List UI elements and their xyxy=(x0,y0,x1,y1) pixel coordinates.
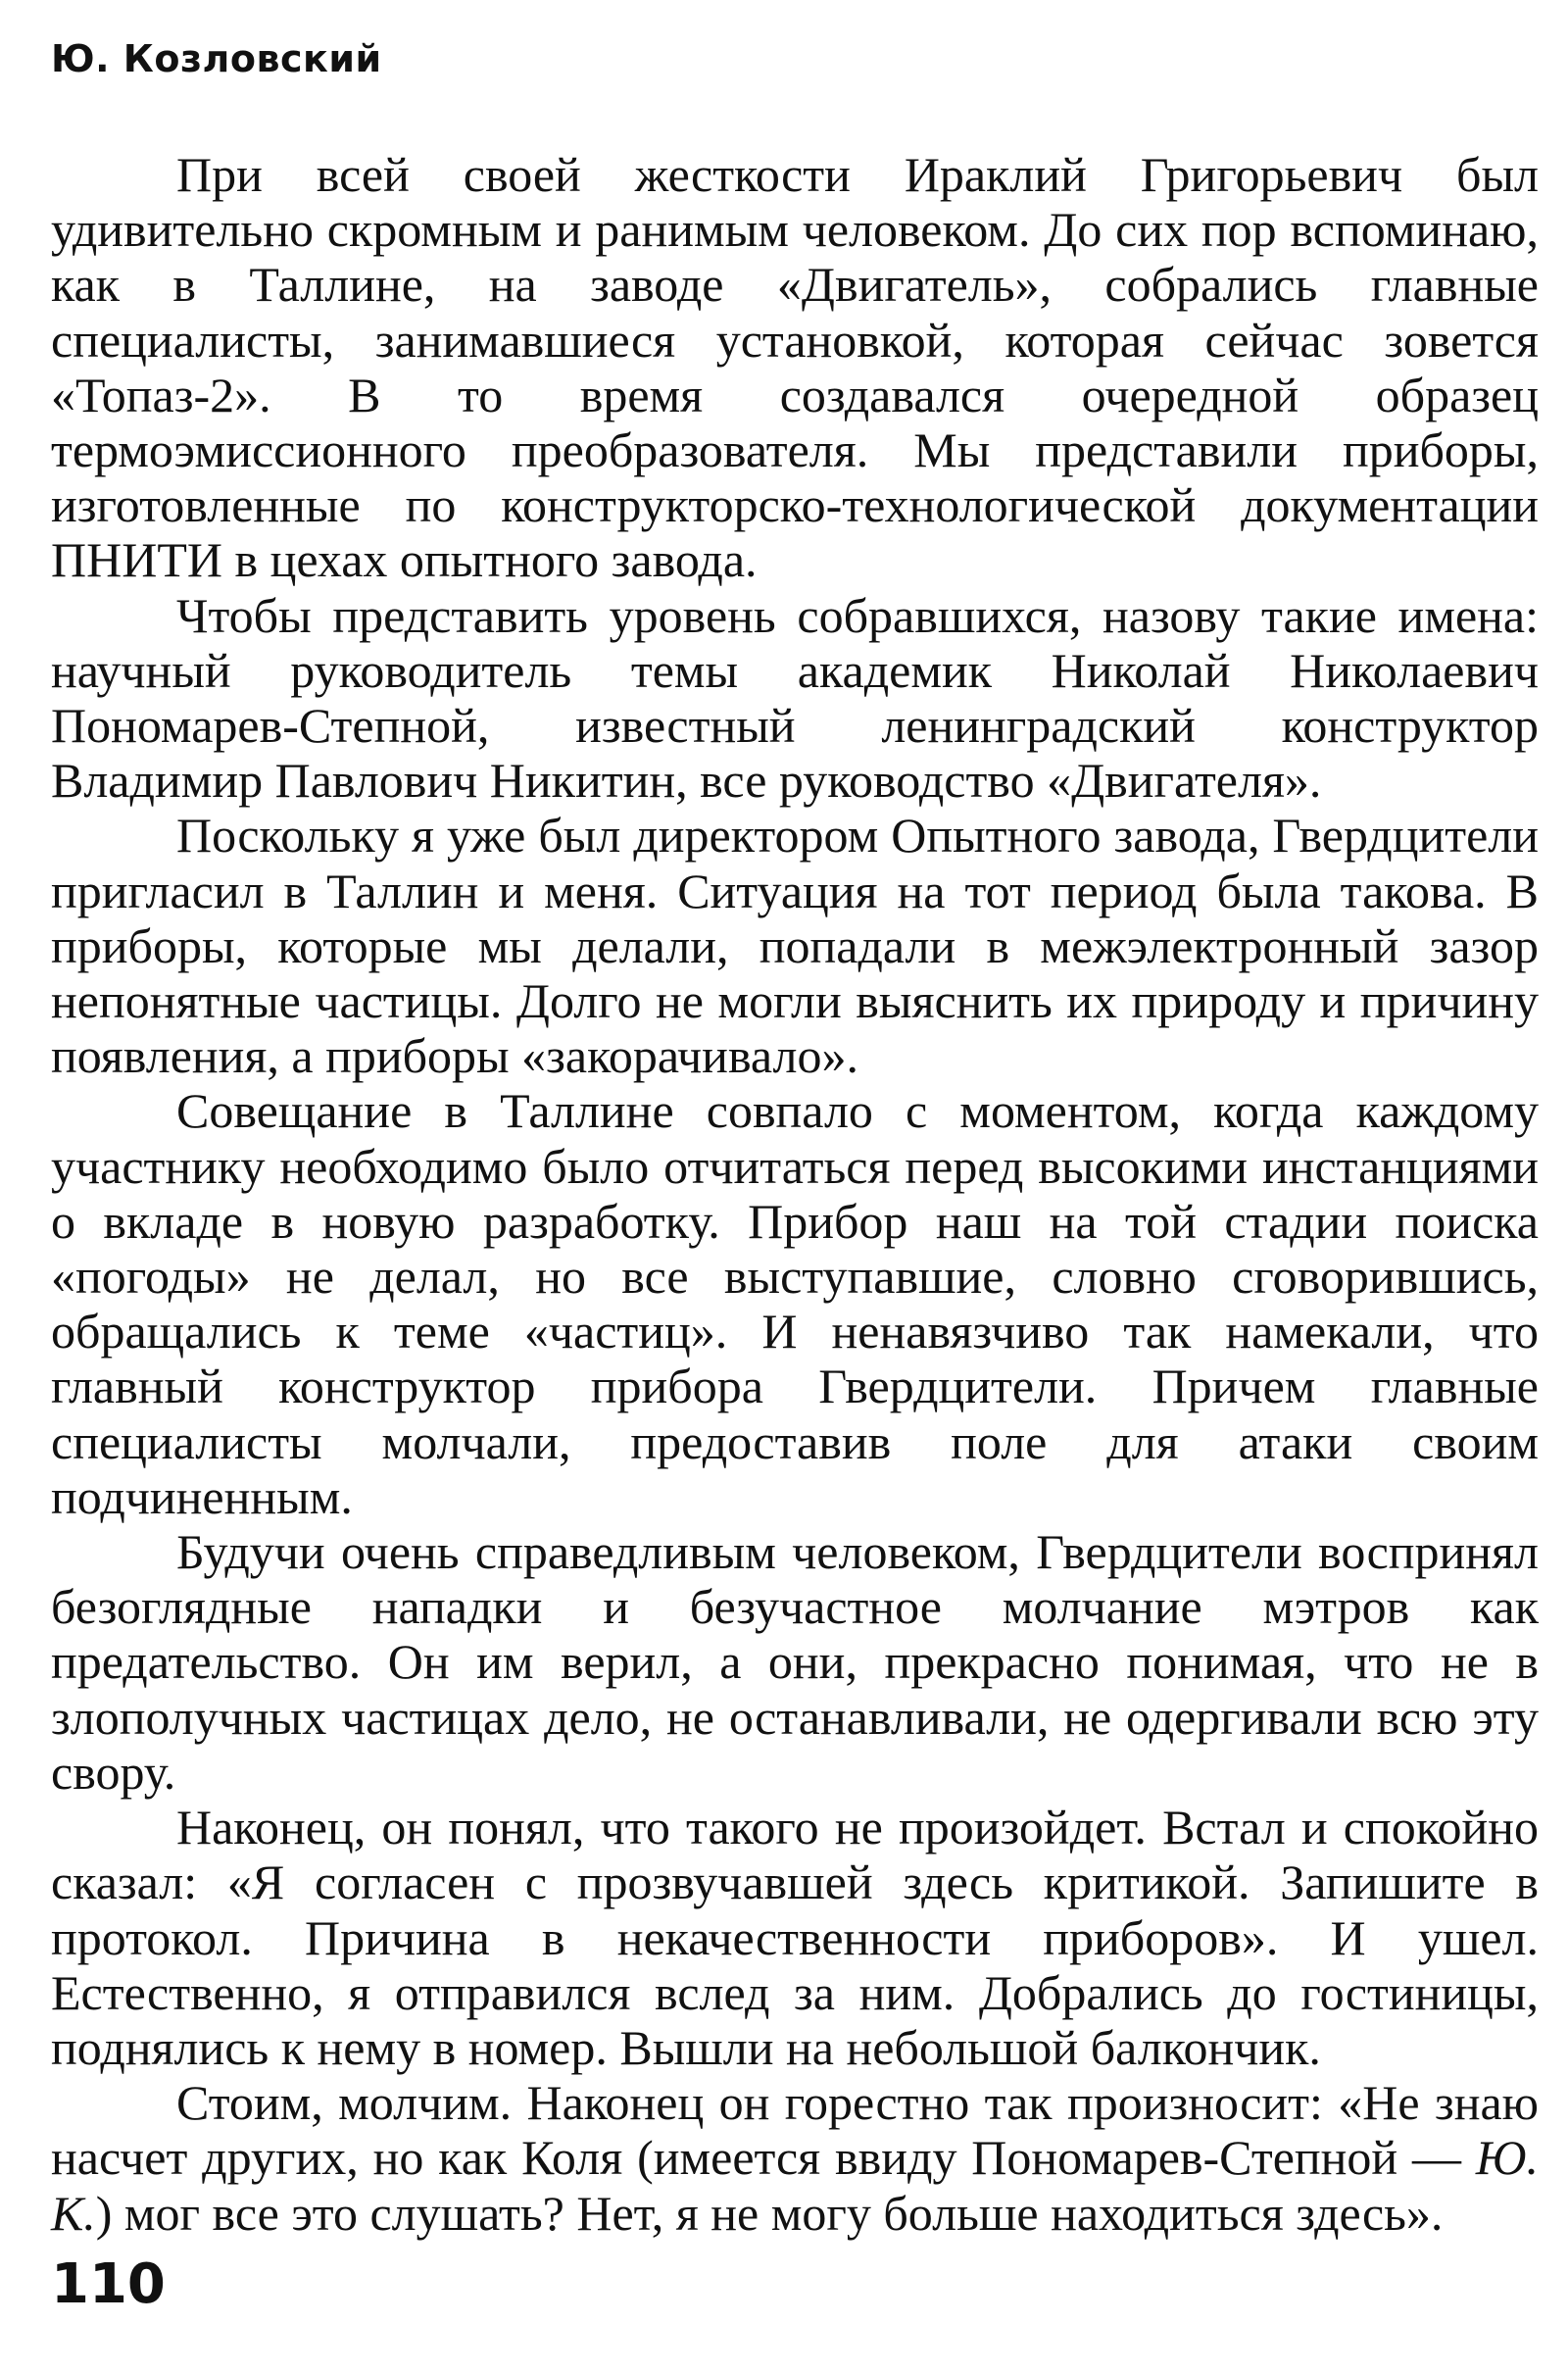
paragraph: Совещание в Таллине совпало с моментом, когда каждому участнику необходимо было отчитаться перед высокими инстанциями о вкладе в новую разработку. Прибор наш на той стадии поиска «погоды» не делал, но все выступавшие, словно сговорившись, обращались к теме «частиц». И ненавязчиво так намекали, что главный конструктор прибора Гвердцители. Причем главные специалисты молчали, предоставив поле для атаки своим подчиненным. xyxy=(51,1083,1539,1524)
author-initials: Ю. К. xyxy=(51,2130,1539,2241)
final-paragraph-text: Стоим, молчим. Наконец он горестно так произносит: «Не знаю насчет других, но как Коля (имеется ввиду Пономарев-Степной — xyxy=(51,2075,1539,2186)
paragraph: Поскольку я уже был директором Опытного завода, Гвердцители пригласил в Таллин и меня. Ситуация на тот период была такова. В приборы, которые мы делали, попадали в межэлектронный зазор непонятные частицы. Долго не могли выяснить их природу и причину появления, а приборы «закорачивало». xyxy=(51,808,1539,1084)
final-paragraph-text-end: ) мог все это слушать? Нет, я не могу больше находиться здесь». xyxy=(95,2185,1444,2241)
paragraph: Наконец, он понял, что такого не произойдет. Встал и спокойно сказал: «Я согласен с прозвучавшей здесь критикой. Запишите в протокол. Причина в некачественности приборов». И ушел. Естественно, я отправился вслед за ним. Добрались до гостиницы, поднялись к нему в номер. Вышли на небольшой балкончик. xyxy=(51,1800,1539,2075)
page-number: 110 xyxy=(51,2252,166,2316)
paragraph: Чтобы представить уровень собравшихся, назову такие имена: научный руководитель темы академик Николай Николаевич Пономарев-Степной, известный ленинградский конструктор Владимир Павлович Никитин, все руководство «Двигателя». xyxy=(51,587,1539,809)
running-head: Ю. Козловский xyxy=(51,37,382,80)
final-paragraph xyxy=(51,2075,1539,2241)
paragraph: При всей своей жесткости Ираклий Григорьевич был удивительно скромным и ранимым человеком. До сих пор вспоминаю, как в Таллине, на заводе «Двигатель», собрались главные специалисты, занимавшиеся установкой, которая сейчас зовется «Топаз-2». В то время создавался очередной образец термоэмиссионного преобразователя. Мы представили приборы, изготовленные по конструкторско-технологической документации ПНИТИ в цехах опытного завода. xyxy=(51,147,1539,588)
paragraph: Будучи очень справедливым человеком, Гвердцители воспринял безоглядные нападки и безучастное молчание мэтров как предательство. Он им верил, а они, прекрасно понимая, что не в злополучных частицах дело, не останавливали, не одергивали всю эту свору. xyxy=(51,1524,1539,1800)
body-text xyxy=(51,147,1539,2241)
